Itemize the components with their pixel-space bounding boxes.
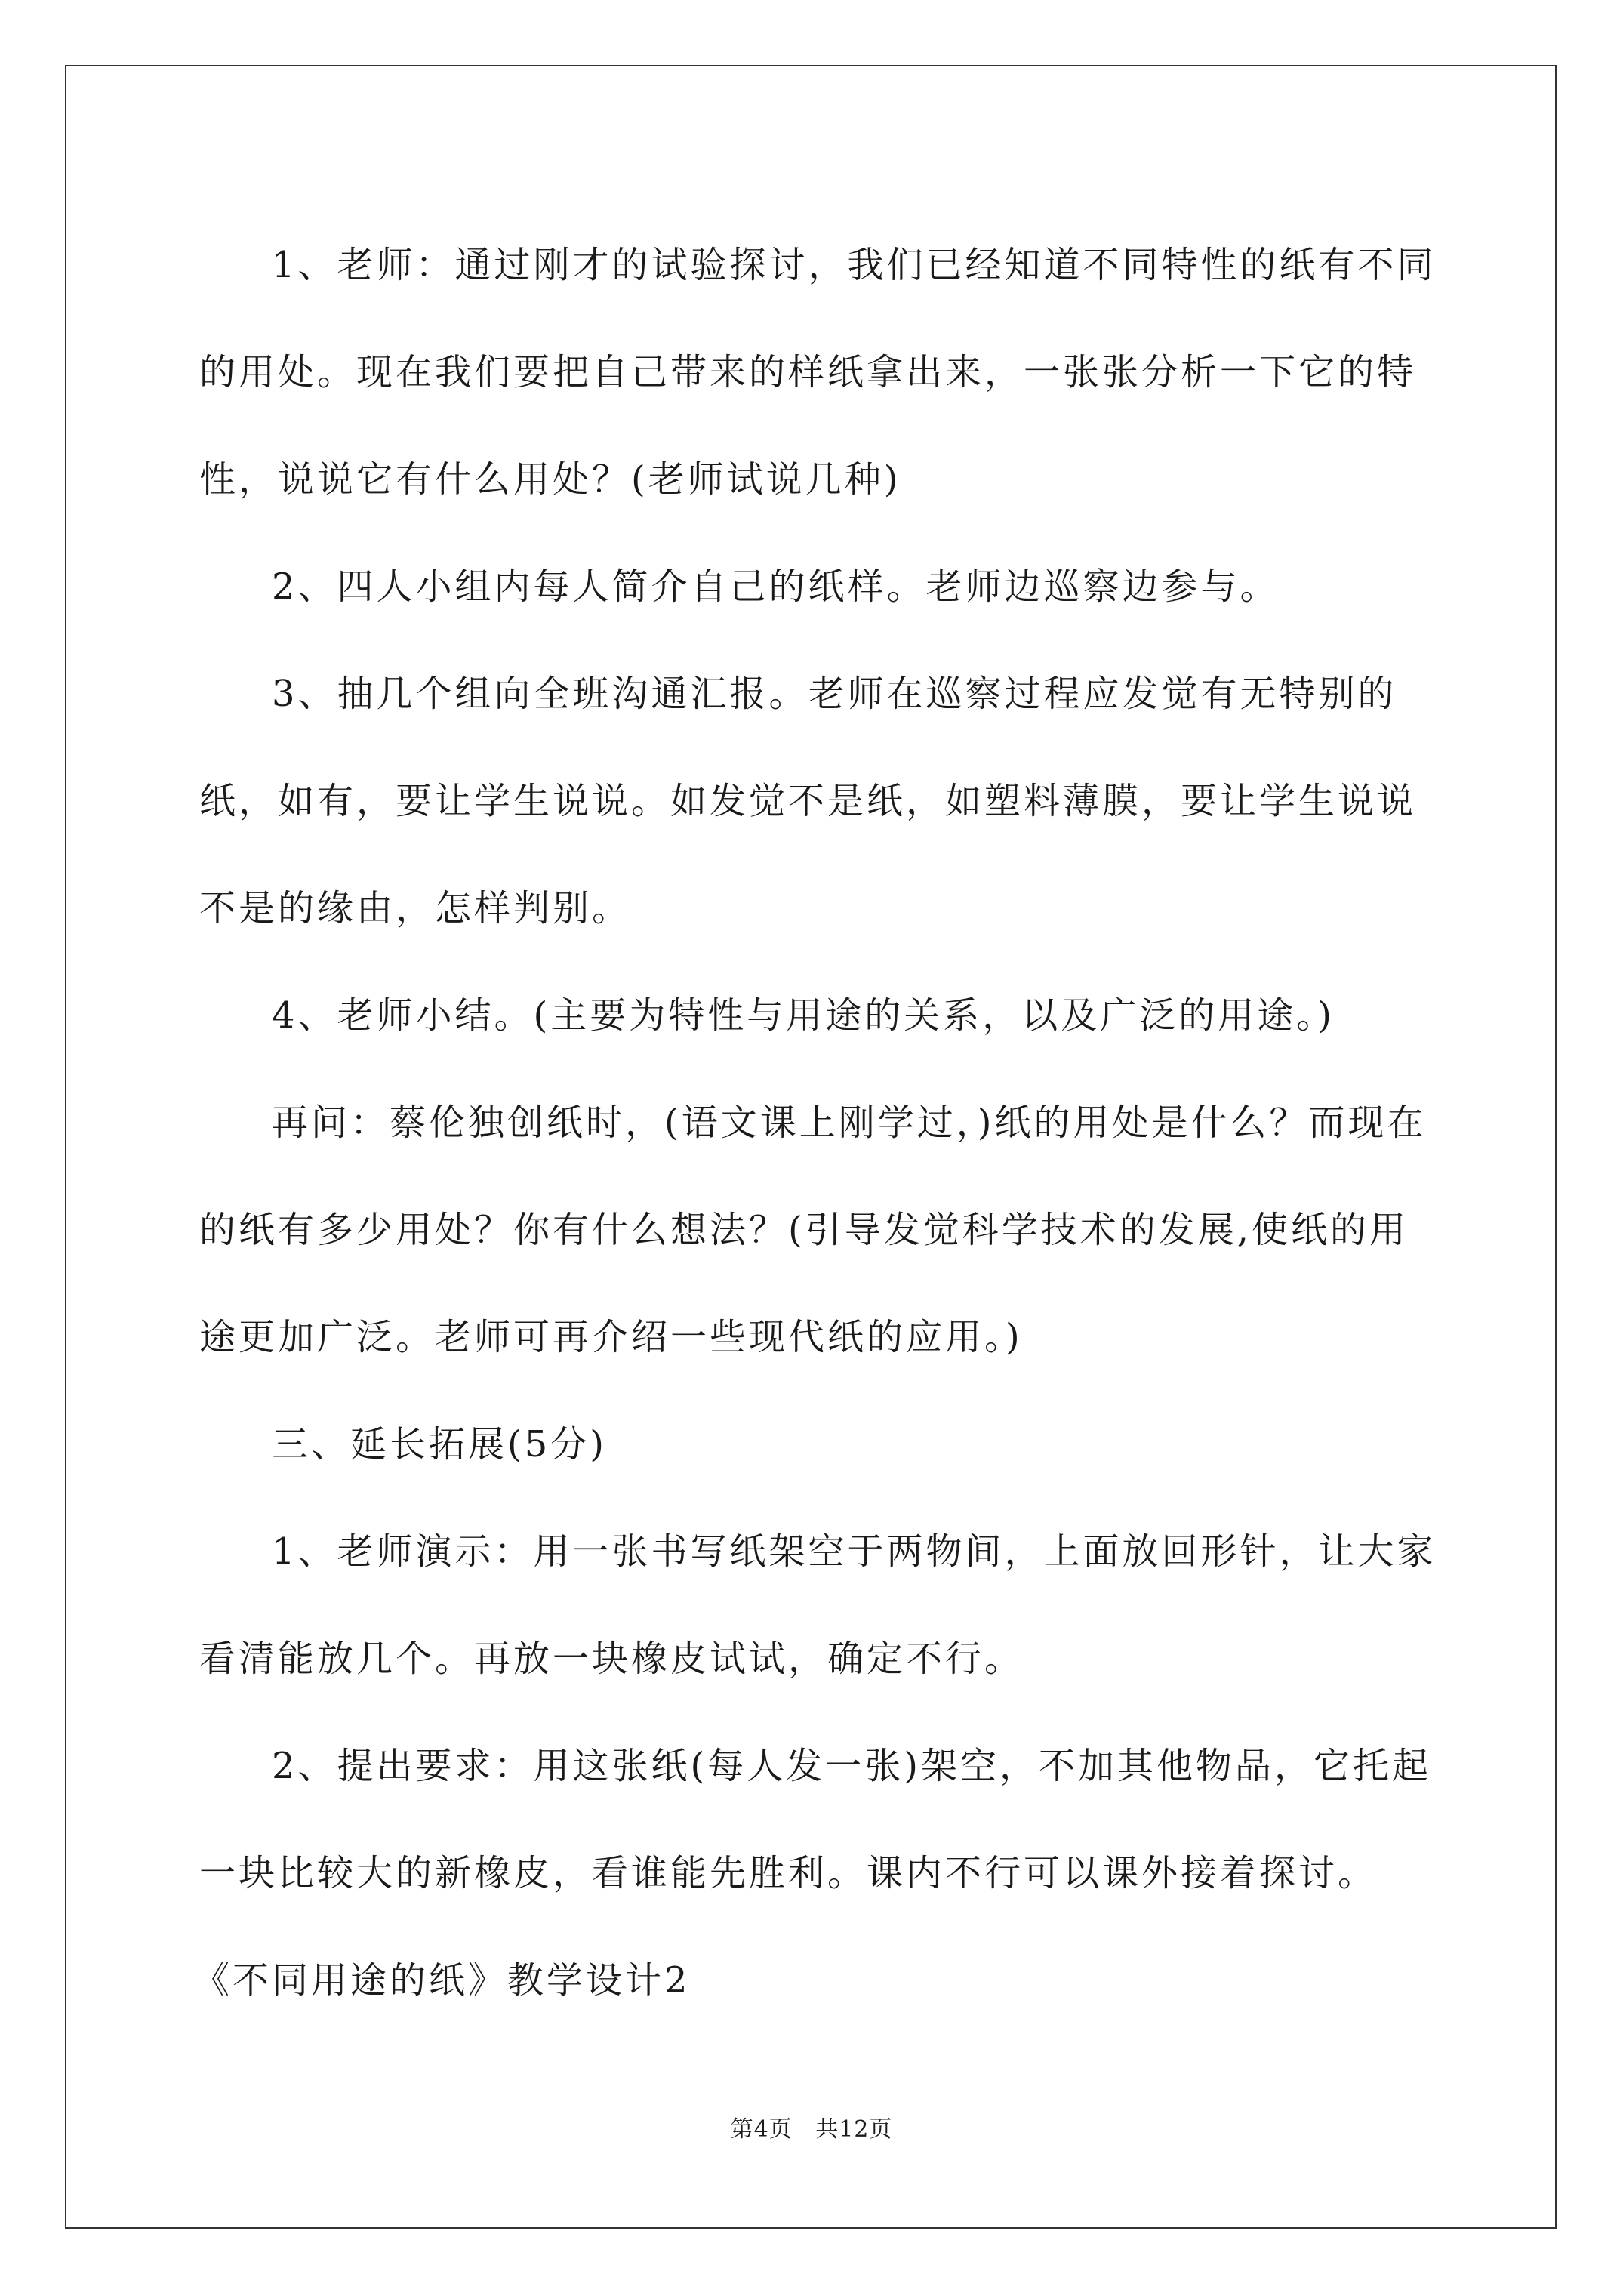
paragraph-follow-up-question: 再问：蔡伦独创纸时，(语文课上刚学过，)纸的用处是什么？而现在的纸有多少用处？你有什么想法？(引导发觉科学技术的发展,使纸的用途更加广泛。老师可再介绍一些现代纸的应用。) bbox=[199, 1102, 1427, 1358]
document-section-title: 《不同用途的纸》教学设计2 bbox=[193, 1959, 691, 2002]
paragraph-requirement: 2、提出要求：用这张纸(每人发一张)架空，不加其他物品，它托起一块比较大的新橡皮，看谁能先胜利。课内不行可以课外接着探讨。 bbox=[199, 1745, 1431, 1894]
paragraph-class-report: 3、抽几个组向全班沟通汇报。老师在巡察过程应发觉有无特别的纸，如有，要让学生说说。如发觉不是纸，如塑料薄膜，要让学生说说不是的缘由，怎样判别。 bbox=[199, 673, 1417, 929]
paragraph-teacher-demo: 1、老师演示：用一张书写纸架空于两物间，上面放回形针，让大家看清能放几个。再放一块橡皮试试，确定不行。 bbox=[199, 1530, 1437, 1680]
page-total: 共12页 bbox=[815, 2116, 893, 2143]
paragraph-teacher-intro: 1、老师：通过刚才的试验探讨，我们已经知道不同特性的纸有不同的用处。现在我们要把自己带来的样纸拿出来，一张张分析一下它的特性，说说它有什么用处？(老师试说几种) bbox=[199, 244, 1437, 501]
page-number: 第4页 bbox=[730, 2116, 793, 2143]
section-heading-extension: 三、延长拓展(5分) bbox=[272, 1423, 607, 1465]
document-body bbox=[193, 211, 1437, 2034]
page-footer bbox=[0, 2110, 1623, 2143]
paragraph-teacher-summary: 4、老师小结。(主要为特性与用途的关系，以及广泛的用途。) bbox=[272, 994, 1335, 1037]
paragraph-group-sharing: 2、四人小组内每人简介自己的纸样。老师边巡察边参与。 bbox=[272, 566, 1280, 608]
